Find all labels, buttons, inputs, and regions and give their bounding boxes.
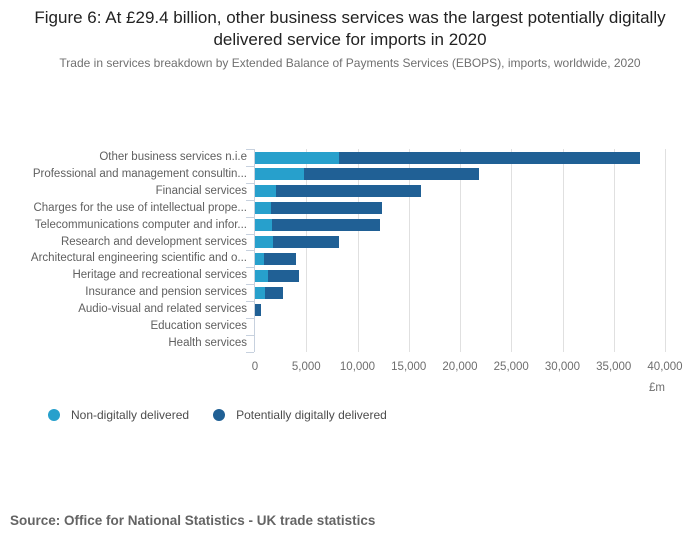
- bar-segment-potentially-digitally-delivered[interactable]: [304, 168, 479, 180]
- chart-subtitle: Trade in services breakdown by Extended Balance of Payments Services (EBOPS), imports, worldwide, 2020: [59, 56, 641, 70]
- chart-row: [0, 318, 700, 335]
- bar-segment-potentially-digitally-delivered[interactable]: [271, 202, 382, 214]
- category-label: Charges for the use of intellectual prope...: [33, 201, 247, 214]
- bar-segment-potentially-digitally-delivered[interactable]: [255, 304, 261, 316]
- axis-unit-label: £m: [649, 382, 665, 394]
- x-tick-label: 5,000: [291, 361, 321, 373]
- chart-row: [0, 250, 700, 267]
- category-label: Telecommunications computer and infor...: [34, 218, 247, 231]
- y-tick: [246, 352, 254, 353]
- bar-segment-potentially-digitally-delivered[interactable]: [339, 152, 640, 164]
- chart-row: [0, 183, 700, 200]
- x-tick-label: 10,000: [339, 361, 376, 373]
- x-tick-label: 20,000: [442, 361, 478, 373]
- category-label: Audio-visual and related services: [78, 303, 247, 316]
- x-tick-label: 0: [251, 361, 259, 373]
- chart-row: [0, 217, 700, 234]
- bar-stack: [255, 152, 640, 164]
- bar-segment-non-digitally-delivered[interactable]: [255, 168, 304, 180]
- legend-label: Non-digitally delivered: [71, 408, 190, 422]
- bar-stack: [255, 168, 479, 180]
- bar-stack: [255, 185, 421, 197]
- bar-stack: [255, 219, 380, 231]
- chart-row: [0, 200, 700, 217]
- bar-stack: [255, 236, 339, 248]
- category-label: Financial services: [155, 184, 247, 197]
- x-tick-label: 25,000: [493, 361, 529, 373]
- bar-segment-potentially-digitally-delivered[interactable]: [272, 219, 380, 231]
- source-text: Source: Office for National Statistics - UK trade statistics: [10, 513, 376, 528]
- legend: [48, 408, 387, 422]
- bar-segment-potentially-digitally-delivered[interactable]: [265, 287, 282, 299]
- chart-row: [0, 234, 700, 251]
- bar-segment-potentially-digitally-delivered[interactable]: [264, 253, 296, 265]
- x-axis: [0, 361, 700, 375]
- bar-segment-potentially-digitally-delivered[interactable]: [273, 236, 339, 248]
- x-tick-label: 30,000: [544, 361, 581, 373]
- bar-segment-potentially-digitally-delivered[interactable]: [268, 270, 299, 282]
- legend-swatch-icon: [48, 409, 60, 421]
- bar-segment-non-digitally-delivered[interactable]: [255, 253, 264, 265]
- legend-swatch-icon: [213, 409, 225, 421]
- legend-label: Potentially digitally delivered: [236, 408, 387, 422]
- bar-segment-non-digitally-delivered[interactable]: [255, 287, 265, 299]
- bar-segment-non-digitally-delivered[interactable]: [255, 152, 339, 164]
- bar-stack: [255, 287, 283, 299]
- chart-row: [0, 149, 700, 166]
- category-label: Insurance and pension services: [85, 286, 247, 299]
- bar-segment-non-digitally-delivered[interactable]: [255, 236, 273, 248]
- legend-item-potentially-digitally-delivered[interactable]: [213, 408, 387, 422]
- category-label: Health services: [168, 336, 247, 349]
- category-label: Education services: [150, 320, 247, 332]
- plot-area: [0, 149, 700, 353]
- chart-title: Figure 6: At £29.4 billion, other business services was the largest potentially digitally delivered service for imports in 2020: [34, 8, 666, 49]
- category-label: Research and development services: [60, 235, 247, 248]
- bar-segment-non-digitally-delivered[interactable]: [255, 219, 272, 231]
- category-label: Architectural engineering scientific and o...: [30, 252, 247, 265]
- chart-row: [0, 335, 700, 352]
- chart-row: [0, 267, 700, 284]
- category-label: Professional and management consultin...: [32, 167, 247, 180]
- bar-segment-non-digitally-delivered[interactable]: [255, 185, 276, 197]
- category-label: Other business services n.i.e: [99, 151, 247, 163]
- bar-segment-potentially-digitally-delivered[interactable]: [276, 185, 422, 197]
- bar-segment-non-digitally-delivered[interactable]: [255, 202, 271, 214]
- bar-segment-non-digitally-delivered[interactable]: [255, 270, 268, 282]
- chart-row: [0, 284, 700, 301]
- chart-row: [0, 301, 700, 318]
- x-tick-label: 40,000: [647, 361, 683, 373]
- bar-stack: [255, 202, 382, 214]
- chart-row: [0, 166, 700, 183]
- category-label: Heritage and recreational services: [72, 269, 247, 282]
- x-tick-label: 35,000: [596, 361, 632, 373]
- bar-stack: [255, 270, 299, 282]
- bar-stack: [255, 253, 296, 265]
- x-tick-label: 15,000: [391, 361, 427, 373]
- bar-stack: [255, 304, 261, 316]
- legend-item-non-digitally-delivered[interactable]: [48, 408, 189, 422]
